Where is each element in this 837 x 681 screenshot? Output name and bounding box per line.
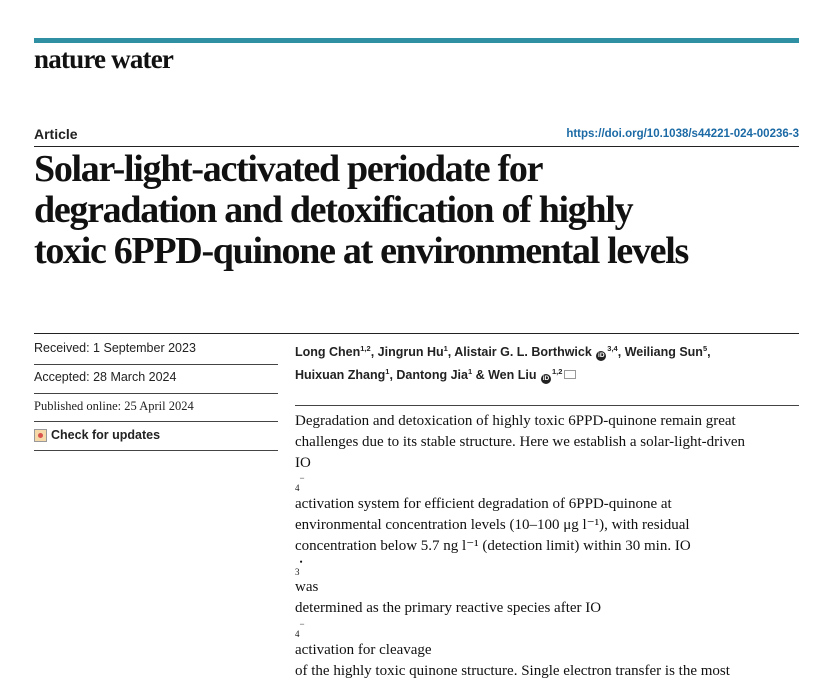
author-name: Weiliang Sun (624, 345, 703, 359)
abstract-text (295, 411, 800, 681)
author-list: Long Chen$^{1,2}$, Jingrun Hu$^1$, Alistair G. L. Borthwick iD$^{3,4}$, Weiliang Sun$^5$, Huixuan Zhang$^1$, Dantong Jia$^1$ & Wen Liu iD$^{1,2}$ (295, 344, 711, 382)
abstract-line: environmental concentration levels (10–100 μg l⁻¹), with residual (295, 516, 690, 533)
author-name: Dantong Jia (396, 368, 468, 382)
article-title (34, 149, 824, 272)
journal-header-bar (34, 38, 799, 43)
abstract-line: challenges due to its stable structure. Here we establish a solar-light-driven (295, 433, 745, 450)
author-name: Huixuan Zhang (295, 368, 386, 382)
orcid-icon[interactable]: iD (598, 352, 605, 359)
abstract-line: concentration below 5.7 ng l⁻¹ (detection limit) within 30 min. IO $_3$• was (295, 537, 691, 596)
divider (34, 421, 278, 422)
check-for-updates-button[interactable] (34, 428, 278, 442)
orcid-icon[interactable]: iD (542, 375, 550, 382)
affiliation-sup: 1,2 (360, 344, 371, 353)
meta-top-rule (34, 333, 799, 334)
affiliation-sup: 5 (702, 344, 708, 353)
abstract-line: determined as the primary reactive species after IO $_4$− activation for cleavage (295, 600, 602, 658)
published-date: Published online: 25 April 2024 (34, 399, 194, 413)
affiliation-sup: 1,2 (551, 367, 563, 376)
divider (34, 450, 278, 451)
divider (34, 393, 278, 394)
article-type: Article (34, 126, 78, 142)
abstract-line: of the highly toxic quinone structure. Single electron transfer is the most (295, 662, 730, 679)
author-name: Long Chen (295, 345, 361, 359)
author-name: Wen Liu (488, 368, 537, 382)
affiliation-sup: 1 (443, 344, 448, 353)
abstract-top-rule (295, 405, 799, 406)
check-updates-label: Check for updates (51, 428, 161, 442)
doi-link[interactable]: https://doi.org/10.1038/s44221-024-00236-3 (566, 128, 799, 140)
abstract-line: IO $_4$− activation system for efficient degradation of 6PPD-quinone at (295, 454, 672, 513)
author-name: Alistair G. L. Borthwick (454, 345, 592, 359)
author-name: Jingrun Hu (377, 345, 444, 359)
received-date: Received: 1 September 2023 (34, 341, 196, 355)
title-line: toxic 6PPD-quinone at environmental levels (34, 230, 688, 272)
journal-name: nature water (34, 44, 174, 74)
affiliation-sup: 3,4 (607, 344, 618, 353)
title-line: Solar-light-activated periodate for (34, 148, 543, 190)
title-line: degradation and detoxification of highly (34, 189, 633, 231)
abstract-line: Degradation and detoxication of highly toxic 6PPD-quinone remain great (295, 413, 736, 429)
email-icon[interactable] (564, 370, 576, 379)
affiliation-sup: 1 (385, 367, 390, 376)
affiliation-sup: 1 (467, 367, 473, 376)
check-updates-icon (34, 429, 47, 442)
accepted-date: Accepted: 28 March 2024 (34, 370, 177, 384)
divider (34, 364, 278, 365)
title-top-rule (34, 146, 799, 147)
